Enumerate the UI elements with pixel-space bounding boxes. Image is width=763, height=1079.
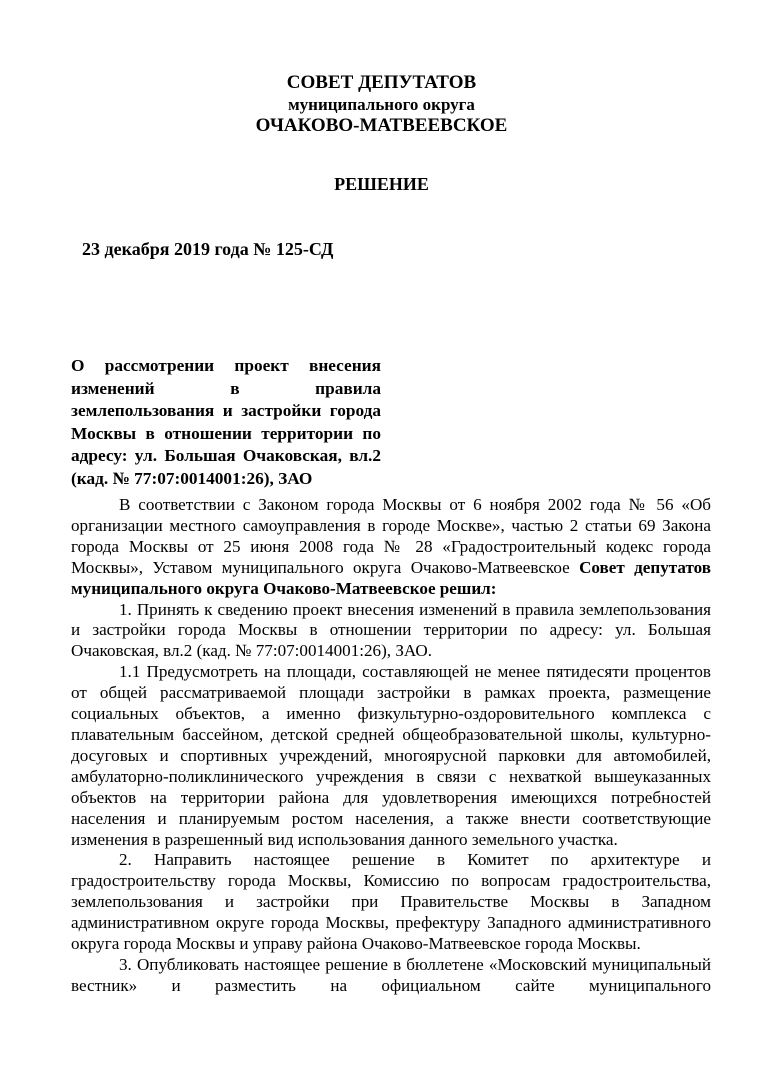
decision-subject: О рассмотрении проект внесения изменений в правила землепользования и застройки города Москвы в отношении территории по адресу: ул. Большая Очаковская, вл.2 (кад. № 77:07:0014001:26), ЗАО (71, 356, 381, 488)
item-1: 1. Принять к сведению проект внесения изменений в правила землепользования и застройки города Москвы в отношении территории по адресу: ул. Большая Очаковская, вл.2 (кад. № 77:07:0014001:26), ЗАО. (71, 599, 711, 661)
item-2: 2. Направить настоящее решение в Комитет по архитектуре и градостроительству города Москвы, Комиссию по вопросам градостроительства, землепользования и застройки при Правительстве Москвы в Западном административном округе города Москвы, префектуру Западного административного округа города Москвы и управу района Очаково-Матвеевское города Москвы. (71, 850, 711, 954)
item-1-1: 1.1 Предусмотреть на площади, составляющей не менее пятидесяти процентов от общей рассматриваемой площади застройки в рамках проекта, размещение социальных объектов, а именно физкультурно-оздоровительного комплекса с плавательным бассейном, детской средней общеобразовательной школы, культурно-досуговых и спортивных учреждений, многоярусной парковки для автомобилей, амбулаторно-поликлинического учреждения в связи с нехваткой вышеуказанных объектов на территории района для удовлетворения имеющихся потребностей населения и планируемым ростом населения, а также внести соответствующие изменения в разрешенный вид использования данного земельного участка. (71, 662, 711, 849)
district-name: ОЧАКОВО-МАТВЕЕВСКОЕ (255, 115, 508, 136)
district-type: муниципального округа (288, 95, 475, 114)
council-title: СОВЕТ ДЕПУТАТОВ (286, 72, 477, 93)
preamble-paragraph (71, 495, 711, 600)
preamble-text: В соответствии с Законом города Москвы от 6 ноября 2002 года № 56 «Об организации местного самоуправления в городе Москве», частью 2 статьи 69 Закона города Москвы от 25 июня 2008 года № 28 «Градостроительный кодекс города Москвы», Уставом муниципального округа Очаково-Матвеевское (71, 495, 711, 577)
preamble-resolution: Совет депутатов муниципального округа Очаково-Матвеевское решил: (71, 557, 711, 598)
decision-date-number: 23 декабря 2019 года № 125-СД (82, 239, 334, 259)
item-3: 3. Опубликовать настоящее решение в бюллетене «Московский муниципальный вестник» и разместить на официальном сайте муниципального (71, 954, 711, 995)
decision-body (71, 495, 711, 997)
document-type-heading: РЕШЕНИЕ (334, 174, 429, 194)
